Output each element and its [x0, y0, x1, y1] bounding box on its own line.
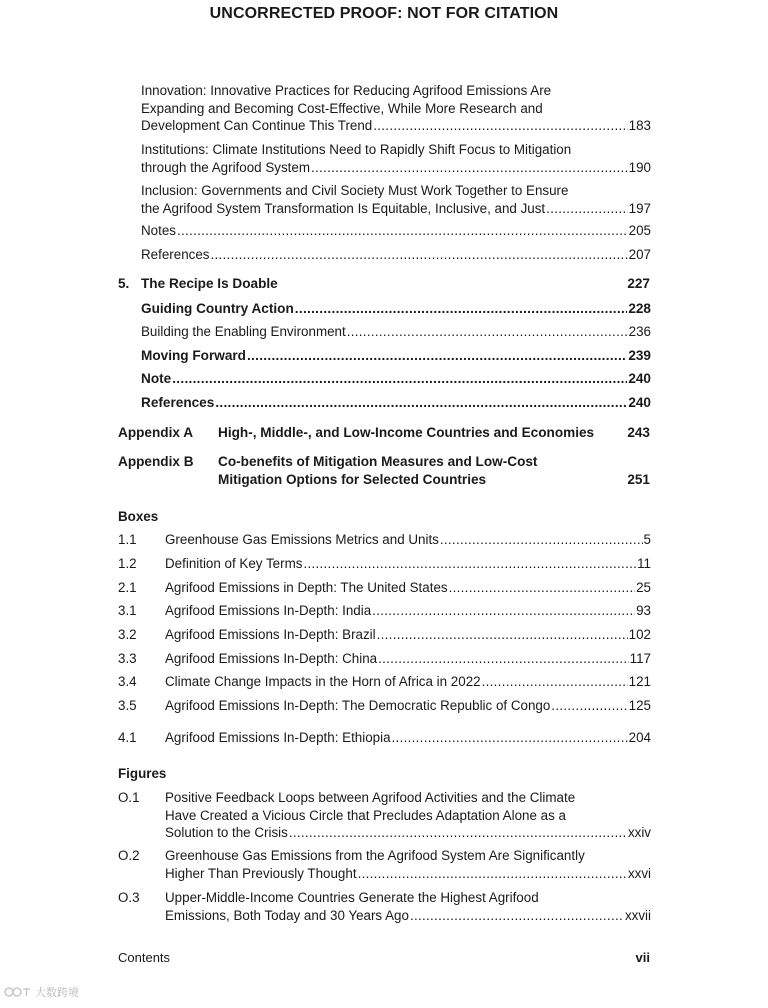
box-title: Agrifood Emissions In-Depth: The Democratic Republic of Congo: [165, 698, 551, 713]
figure-title-text: Solution to the Crisis: [165, 825, 288, 840]
box-number: 3.1: [118, 603, 137, 618]
dot-leader: [210, 246, 627, 264]
dot-leader: [303, 555, 636, 573]
box-page-number: 25: [636, 580, 651, 595]
dot-leader: [377, 626, 628, 644]
dot-leader: [392, 729, 628, 747]
figures-heading: Figures: [118, 766, 167, 781]
figure-page-number: xxvi: [627, 865, 651, 881]
figure-number: O.3: [118, 890, 140, 905]
box-page-number: 117: [629, 651, 651, 666]
dot-leader: [551, 697, 627, 715]
figure-page-number: xxvii: [624, 907, 651, 923]
appendix-a[interactable]: [118, 424, 650, 442]
box-page-number: 11: [637, 556, 651, 571]
figure-title-line: Greenhouse Gas Emissions from the Agrifood System Are Significantly: [165, 848, 585, 863]
box-title: Agrifood Emissions In-Depth: Brazil: [165, 627, 376, 642]
toc-page-number: 183: [628, 118, 651, 133]
chapter-title: The Recipe Is Doable: [141, 276, 278, 291]
box-number: 3.5: [118, 698, 137, 713]
toc-page-number: 240: [628, 371, 651, 386]
toc-entry-institutions[interactable]: [141, 141, 651, 176]
chapter-page: 227: [627, 276, 650, 291]
appendix-page: 243: [627, 425, 650, 440]
toc-entry-enabling-environment[interactable]: [141, 323, 651, 341]
toc-page-number: 190: [628, 159, 651, 175]
box-number: 1.1: [118, 532, 137, 547]
dot-leader: [372, 602, 635, 620]
toc-entry-text: Building the Enabling Environment: [141, 324, 346, 339]
watermark-text: 大数跨境: [35, 987, 79, 999]
appendix-page: 251: [627, 471, 650, 487]
toc-entry-line: Innovation: Innovative Practices for Reducing Agrifood Emissions Are: [141, 83, 552, 98]
footer-page-number: vii: [635, 950, 650, 965]
toc-entry-text: Guiding Country Action: [141, 301, 294, 316]
boxes-heading: Boxes: [118, 509, 159, 524]
figure-title-line: Positive Feedback Loops between Agrifood Activities and the Climate: [165, 790, 576, 805]
box-entry[interactable]: [118, 579, 651, 597]
appendix-title: High-, Middle-, and Low-Income Countries and Economies: [218, 425, 595, 440]
figure-number: O.1: [118, 790, 140, 805]
footer-section-label: Contents: [118, 950, 171, 965]
toc-entry-notes[interactable]: [141, 222, 651, 240]
toc-page-number: 240: [628, 395, 651, 410]
toc-entry-references-ch5[interactable]: [141, 394, 651, 412]
toc-page-number: 236: [628, 324, 651, 339]
box-entry[interactable]: [118, 555, 651, 573]
dot-leader: [449, 579, 636, 597]
box-title: Climate Change Impacts in the Horn of Africa in 2022: [165, 674, 481, 689]
box-number: 4.1: [118, 730, 137, 745]
dot-leader: [172, 370, 627, 388]
figure-page-number: xxiv: [627, 825, 651, 840]
dot-leader: [215, 394, 627, 412]
dot-leader: [373, 117, 627, 135]
dot-leader: [247, 347, 627, 365]
figure-title-text: Emissions, Both Today and 30 Years Ago: [165, 907, 409, 923]
box-page-number: 125: [628, 698, 651, 713]
page-footer: [118, 950, 650, 965]
box-entry[interactable]: [118, 697, 651, 715]
toc-entry-guiding-country-action[interactable]: [141, 300, 651, 318]
box-entry[interactable]: [118, 626, 651, 644]
toc-entry-line: Expanding and Becoming Cost-Effective, While More Research and: [141, 100, 543, 116]
dot-leader: [410, 907, 624, 925]
toc-entry-innovation[interactable]: [141, 82, 651, 135]
figure-title-line: Upper-Middle-Income Countries Generate the Highest Agrifood: [165, 890, 539, 905]
box-entry[interactable]: [118, 729, 651, 747]
toc-entry-text: References: [141, 395, 215, 410]
toc-page-number: 205: [628, 223, 651, 238]
chapter-number: 5.: [118, 276, 130, 291]
dot-leader: [482, 673, 628, 691]
box-title: Agrifood Emissions in Depth: The United States: [165, 580, 448, 595]
dot-leader: [289, 824, 627, 842]
toc-entry-text: the Agrifood System Transformation Is Equitable, Inclusive, and Just: [141, 200, 546, 216]
toc-entry-text: Development Can Continue This Trend: [141, 118, 373, 133]
dot-leader: [440, 531, 643, 549]
watermark: [4, 984, 79, 1000]
toc-entry-text: Moving Forward: [141, 348, 246, 363]
chapter-5-heading[interactable]: [118, 276, 650, 291]
toc-entry-moving-forward[interactable]: [141, 347, 651, 365]
box-number: 3.3: [118, 651, 137, 666]
box-number: 2.1: [118, 580, 137, 595]
appendix-title: Mitigation Options for Selected Countries: [218, 471, 487, 487]
box-title: Agrifood Emissions In-Depth: Ethiopia: [165, 730, 391, 745]
dot-leader: [311, 159, 628, 177]
toc-page-number: 228: [628, 301, 651, 316]
appendix-label: Appendix B: [118, 454, 194, 469]
proof-header: UNCORRECTED PROOF: NOT FOR CITATION: [209, 5, 559, 22]
watermark-logo-icon: [4, 986, 32, 998]
box-entry[interactable]: [118, 602, 651, 620]
box-entry[interactable]: [118, 650, 651, 668]
toc-page-number: 207: [628, 247, 651, 262]
box-page-number: 102: [628, 627, 651, 642]
box-entry[interactable]: [118, 673, 651, 691]
box-page-number: 204: [628, 730, 651, 745]
toc-entry-references[interactable]: [141, 246, 651, 264]
appendix-label: Appendix A: [118, 425, 194, 440]
box-page-number: 121: [628, 674, 651, 689]
figure-title-text: Higher Than Previously Thought: [165, 865, 357, 881]
figure-number: O.2: [118, 848, 140, 863]
dot-leader: [358, 865, 627, 883]
dot-leader: [546, 200, 627, 218]
dot-leader: [378, 650, 629, 668]
dot-leader: [177, 222, 628, 240]
toc-entry-line: Institutions: Climate Institutions Need to Rapidly Shift Focus to Mitigation: [141, 142, 572, 157]
box-title: Greenhouse Gas Emissions Metrics and Units: [165, 532, 439, 547]
toc-entry-text: Note: [141, 371, 172, 386]
dot-leader: [347, 323, 628, 341]
appendix-b[interactable]: [118, 453, 650, 488]
appendix-title: Co-benefits of Mitigation Measures and Low-Cost: [218, 454, 538, 469]
box-page-number: 5: [643, 532, 651, 547]
box-title: Agrifood Emissions In-Depth: India: [165, 603, 372, 618]
box-number: 1.2: [118, 556, 137, 571]
box-page-number: 93: [636, 603, 651, 618]
dot-leader: [295, 300, 628, 318]
box-number: 3.4: [118, 674, 137, 689]
toc-page-number: 197: [628, 200, 651, 216]
toc-entry-line: Inclusion: Governments and Civil Society Must Work Together to Ensure: [141, 183, 569, 198]
box-title: Agrifood Emissions In-Depth: China: [165, 651, 378, 666]
toc-entry-text: References: [141, 247, 210, 262]
toc-page-number: 239: [628, 348, 651, 363]
box-entry[interactable]: [118, 531, 651, 549]
box-number: 3.2: [118, 627, 137, 642]
toc-entry-inclusion[interactable]: [141, 182, 651, 217]
toc-entry-text: Notes: [141, 223, 176, 238]
toc-entry-text: through the Agrifood System: [141, 159, 310, 175]
toc-entry-note[interactable]: [141, 370, 651, 388]
box-title: Definition of Key Terms: [165, 556, 303, 571]
figure-title-line: Have Created a Vicious Circle that Precludes Adaptation Alone as a: [165, 807, 566, 823]
